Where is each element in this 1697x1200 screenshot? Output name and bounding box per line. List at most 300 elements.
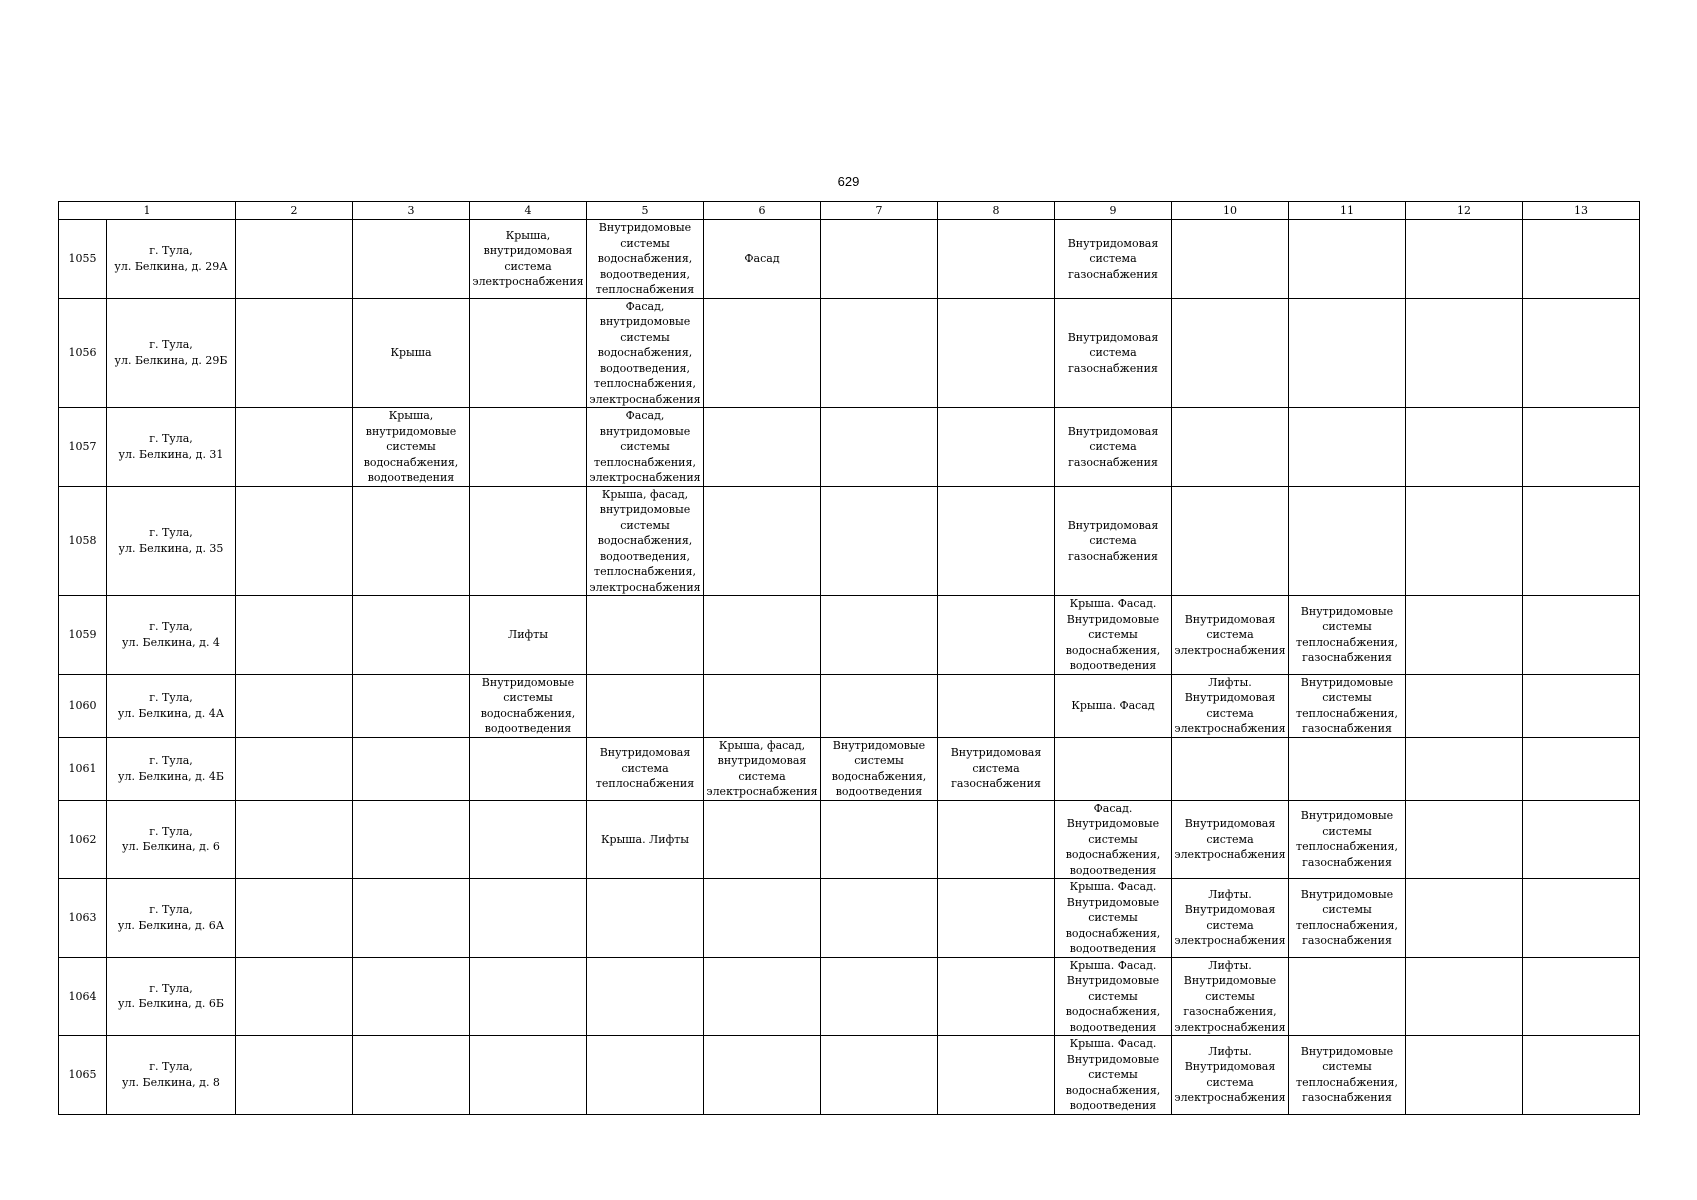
- cell-line: водоснабжения,: [1065, 643, 1161, 657]
- cell-line: ул. Белкина, д. 4А: [117, 706, 225, 720]
- cell-col-12: [1406, 298, 1523, 408]
- cell-col-13: [1523, 298, 1640, 408]
- cell-line: системы: [1088, 832, 1138, 846]
- row-number: 1058: [59, 486, 107, 596]
- cell-col-2: [236, 957, 353, 1036]
- cell-col-11: [1289, 800, 1406, 879]
- cell-col-12: [1406, 737, 1523, 800]
- cell-col-5: [587, 408, 704, 487]
- cell-line: г. Тула,: [149, 620, 193, 634]
- cell-line: система: [1206, 1075, 1254, 1089]
- cell-line: газоснабжения: [1302, 1091, 1392, 1105]
- cell-line: ул. Белкина, д. 29Б: [114, 353, 228, 367]
- cell-col-7: [821, 408, 938, 487]
- cell-col-11: [1289, 737, 1406, 800]
- cell-col-8: [938, 674, 1055, 737]
- cell-col-9: [1055, 408, 1172, 487]
- cell-col-8: [938, 957, 1055, 1036]
- address-cell: [107, 957, 236, 1036]
- cell-line: система: [621, 761, 669, 775]
- cell-col-12: [1406, 596, 1523, 675]
- cell-line: Внутридомовые: [1066, 1052, 1160, 1066]
- row-number: 1062: [59, 800, 107, 879]
- cell-line: Лифты.: [1208, 887, 1252, 901]
- cell-line: электроснабжения: [589, 471, 701, 484]
- cell-col-4: [470, 408, 587, 487]
- cell-col-13: [1523, 674, 1640, 737]
- cell-col-13: [1523, 220, 1640, 299]
- cell-col-9: [1055, 1036, 1172, 1115]
- column-header-3: 3: [353, 202, 470, 220]
- cell-col-2: [236, 298, 353, 408]
- cell-col-12: [1406, 879, 1523, 958]
- cell-col-4: [470, 737, 587, 800]
- cell-line: Крыша,: [388, 409, 434, 422]
- row-number: 1055: [59, 220, 107, 299]
- row-number: 1056: [59, 298, 107, 408]
- cell-line: газоснабжения: [1068, 361, 1158, 375]
- cell-line: Внутридомовые: [1300, 675, 1394, 689]
- cell-col-10: [1172, 486, 1289, 596]
- cell-line: система: [972, 761, 1020, 775]
- row-number: 1061: [59, 737, 107, 800]
- cell-col-3: [353, 596, 470, 675]
- cell-col-6: [704, 298, 821, 408]
- cell-line: теплоснабжения,: [594, 565, 696, 578]
- cell-col-4: [470, 957, 587, 1036]
- address-cell: [107, 298, 236, 408]
- table-row: [59, 486, 1640, 596]
- column-header-8: 8: [938, 202, 1055, 220]
- cell-col-8: [938, 879, 1055, 958]
- cell-line: Крыша, фасад,: [718, 738, 806, 752]
- cell-line: ул. Белкина, д. 35: [118, 541, 224, 555]
- cell-line: электроснабжения: [1174, 722, 1286, 735]
- cell-line: ул. Белкина, д. 4: [122, 635, 220, 649]
- cell-col-9: [1055, 737, 1172, 800]
- cell-col-12: [1406, 220, 1523, 299]
- address-cell: [107, 879, 236, 958]
- cell-line: система: [1089, 534, 1137, 547]
- cell-line: системы: [620, 518, 670, 532]
- cell-col-8: [938, 220, 1055, 299]
- cell-line: теплоснабжения,: [594, 455, 696, 469]
- cell-col-7: [821, 957, 938, 1036]
- cell-col-4: [470, 220, 587, 299]
- cell-col-9: [1055, 800, 1172, 879]
- cell-col-7: [821, 298, 938, 408]
- cell-col-5: [587, 220, 704, 299]
- cell-col-2: [236, 220, 353, 299]
- table-row: [59, 737, 1640, 800]
- table-body: [59, 202, 1640, 1115]
- cell-line: водоснабжения,: [1065, 926, 1161, 940]
- cell-line: Фасад,: [625, 409, 665, 422]
- cell-line: электроснабжения: [589, 392, 701, 406]
- cell-line: ул. Белкина, д. 6: [122, 840, 220, 854]
- cell-line: электроснабжения: [1174, 1020, 1286, 1034]
- cell-line: водоснабжения,: [597, 534, 693, 547]
- cell-col-5: [587, 957, 704, 1036]
- cell-line: Внутридомовая: [1184, 612, 1276, 626]
- cell-line: водоотведения: [1069, 1099, 1157, 1112]
- cell-line: системы: [1322, 824, 1372, 838]
- cell-line: газоснабжения: [1068, 549, 1158, 563]
- cell-line: водоотведения,: [599, 361, 690, 375]
- cell-col-11: [1289, 1036, 1406, 1115]
- cell-line: Внутридомовые: [1066, 895, 1160, 909]
- column-header-9: 9: [1055, 202, 1172, 220]
- cell-col-2: [236, 800, 353, 879]
- cell-col-5: [587, 800, 704, 879]
- cell-line: Внутридомовые: [1183, 974, 1277, 987]
- cell-col-4: [470, 1036, 587, 1115]
- cell-col-8: [938, 298, 1055, 408]
- cell-line: теплоснабжения,: [594, 377, 696, 390]
- cell-col-6: [704, 674, 821, 737]
- column-header-4: 4: [470, 202, 587, 220]
- cell-line: Внутридомовые: [481, 675, 575, 689]
- cell-line: электроснабжения: [472, 275, 584, 289]
- cell-line: системы: [503, 691, 553, 704]
- cell-line: водоснабжения,: [363, 455, 459, 469]
- cell-line: теплоснабжения,: [1296, 1075, 1398, 1089]
- cell-col-6: [704, 957, 821, 1036]
- cell-line: водоотведения: [1069, 863, 1157, 877]
- cell-col-2: [236, 596, 353, 675]
- cell-line: системы: [1322, 691, 1372, 704]
- cell-col-5: [587, 596, 704, 675]
- row-number: 1064: [59, 957, 107, 1036]
- cell-col-5: [587, 737, 704, 800]
- cell-line: водоснабжения,: [1065, 848, 1161, 861]
- cell-col-11: [1289, 408, 1406, 487]
- cell-line: система: [1206, 832, 1254, 846]
- cell-line: г. Тула,: [149, 526, 193, 540]
- cell-col-11: [1289, 674, 1406, 737]
- cell-line: внутридомовые: [599, 315, 691, 328]
- cell-col-10: [1172, 800, 1289, 879]
- cell-col-2: [236, 737, 353, 800]
- cell-line: системы: [1088, 1068, 1138, 1081]
- column-header-1: 1: [59, 202, 236, 220]
- cell-line: Внутридомовые: [832, 738, 926, 752]
- cell-line: теплоснабжения,: [1296, 840, 1398, 854]
- cell-line: Крыша. Фасад: [1071, 698, 1155, 712]
- cell-col-11: [1289, 879, 1406, 958]
- cell-col-4: [470, 674, 587, 737]
- cell-line: Внутридомовая: [1184, 817, 1276, 830]
- cell-line: водоотведения,: [599, 267, 690, 281]
- cell-line: Внутридомовые: [1066, 612, 1160, 626]
- cell-line: Внутридомовые: [1066, 817, 1160, 830]
- cell-col-7: [821, 674, 938, 737]
- cell-col-5: [587, 486, 704, 596]
- cell-col-3: [353, 737, 470, 800]
- cell-line: Фасад,: [625, 299, 665, 313]
- cell-col-10: [1172, 1036, 1289, 1115]
- cell-line: системы: [1322, 620, 1372, 634]
- cell-col-7: [821, 1036, 938, 1115]
- page-number: 629: [837, 174, 860, 189]
- table-row: [59, 957, 1640, 1036]
- cell-col-3: [353, 1036, 470, 1115]
- cell-line: г. Тула,: [149, 903, 193, 917]
- cell-col-4: [470, 596, 587, 675]
- table-row: [59, 800, 1640, 879]
- cell-line: г. Тула,: [149, 1060, 193, 1074]
- address-cell: [107, 737, 236, 800]
- cell-line: газоснабжения,: [1183, 1005, 1277, 1018]
- cell-col-7: [821, 596, 938, 675]
- cell-line: Крыша. Фасад.: [1069, 958, 1157, 972]
- cell-line: газоснабжения: [1068, 267, 1158, 281]
- cell-line: системы: [1088, 628, 1138, 641]
- cell-line: системы: [1322, 903, 1372, 917]
- address-cell: [107, 674, 236, 737]
- cell-line: г. Тула,: [149, 824, 193, 838]
- cell-col-9: [1055, 486, 1172, 596]
- cell-col-2: [236, 1036, 353, 1115]
- cell-line: ул. Белкина, д. 6Б: [118, 997, 224, 1011]
- cell-col-9: [1055, 957, 1172, 1036]
- column-header-5: 5: [587, 202, 704, 220]
- cell-line: теплоснабжения,: [1296, 635, 1398, 649]
- cell-col-6: [704, 1036, 821, 1115]
- cell-col-11: [1289, 486, 1406, 596]
- cell-col-13: [1523, 737, 1640, 800]
- cell-line: газоснабжения: [1302, 722, 1392, 735]
- cell-line: Внутридомовая: [599, 746, 691, 760]
- table-row: [59, 298, 1640, 408]
- cell-line: система: [1089, 252, 1137, 265]
- cell-col-9: [1055, 879, 1172, 958]
- repair-schedule-table: [58, 201, 1640, 1115]
- cell-col-3: [353, 674, 470, 737]
- cell-col-10: [1172, 737, 1289, 800]
- cell-col-8: [938, 737, 1055, 800]
- cell-col-3: [353, 879, 470, 958]
- cell-col-8: [938, 596, 1055, 675]
- cell-line: электроснабжения: [1174, 934, 1286, 948]
- cell-col-7: [821, 486, 938, 596]
- cell-col-10: [1172, 957, 1289, 1036]
- cell-col-6: [704, 879, 821, 958]
- cell-line: теплоснабжения: [595, 777, 695, 791]
- cell-line: Внутридомовые: [1300, 887, 1394, 901]
- cell-col-3: [353, 408, 470, 487]
- cell-line: водоотведения,: [599, 549, 690, 563]
- cell-col-5: [587, 298, 704, 408]
- cell-line: системы: [854, 754, 904, 767]
- cell-line: электроснабжения: [589, 580, 701, 594]
- cell-col-13: [1523, 879, 1640, 958]
- cell-col-8: [938, 486, 1055, 596]
- cell-col-10: [1172, 879, 1289, 958]
- cell-line: внутридомовая: [717, 754, 807, 767]
- cell-line: внутридомовые: [599, 424, 691, 438]
- cell-line: Крыша. Фасад.: [1069, 880, 1157, 893]
- cell-line: Крыша. Фасад.: [1069, 1037, 1157, 1050]
- cell-line: Внутридомовые: [1300, 604, 1394, 618]
- cell-col-13: [1523, 957, 1640, 1036]
- cell-col-4: [470, 486, 587, 596]
- table-row: [59, 879, 1640, 958]
- column-header-12: 12: [1406, 202, 1523, 220]
- column-header-2: 2: [236, 202, 353, 220]
- cell-line: системы: [1088, 989, 1138, 1003]
- cell-line: Фасад: [744, 252, 780, 265]
- cell-line: Крыша: [390, 346, 432, 359]
- cell-col-13: [1523, 596, 1640, 675]
- cell-col-6: [704, 596, 821, 675]
- cell-line: Крыша,: [505, 228, 551, 242]
- cell-line: Внутридомовая: [1184, 691, 1276, 704]
- cell-col-2: [236, 486, 353, 596]
- cell-col-6: [704, 737, 821, 800]
- cell-line: Крыша. Лифты: [600, 832, 690, 846]
- cell-line: система: [1206, 628, 1254, 641]
- cell-col-12: [1406, 957, 1523, 1036]
- cell-line: электроснабжения: [1174, 848, 1286, 861]
- cell-col-5: [587, 879, 704, 958]
- cell-line: внутридомовая: [483, 244, 573, 258]
- cell-line: водоснабжения,: [480, 706, 576, 720]
- cell-line: системы: [386, 440, 436, 453]
- cell-line: теплоснабжения,: [1296, 706, 1398, 720]
- cell-line: г. Тула,: [149, 981, 193, 995]
- address-cell: [107, 408, 236, 487]
- row-number: 1060: [59, 674, 107, 737]
- cell-col-12: [1406, 1036, 1523, 1115]
- cell-col-5: [587, 1036, 704, 1115]
- cell-line: Внутридомовая: [1067, 236, 1159, 250]
- address-cell: [107, 800, 236, 879]
- cell-col-13: [1523, 486, 1640, 596]
- cell-line: водоснабжения,: [831, 769, 927, 783]
- cell-line: Лифты.: [1208, 1044, 1252, 1058]
- cell-line: г. Тула,: [149, 338, 193, 352]
- row-number: 1065: [59, 1036, 107, 1115]
- header-row: [59, 202, 1640, 220]
- cell-line: водоотведения: [1069, 659, 1157, 672]
- cell-col-13: [1523, 408, 1640, 487]
- cell-col-7: [821, 220, 938, 299]
- cell-line: водоотведения: [1069, 942, 1157, 955]
- cell-col-3: [353, 486, 470, 596]
- column-header-6: 6: [704, 202, 821, 220]
- cell-col-12: [1406, 408, 1523, 487]
- cell-col-13: [1523, 1036, 1640, 1115]
- column-header-11: 11: [1289, 202, 1406, 220]
- cell-col-8: [938, 800, 1055, 879]
- cell-col-3: [353, 800, 470, 879]
- row-number: 1059: [59, 596, 107, 675]
- cell-line: ул. Белкина, д. 8: [122, 1075, 220, 1089]
- cell-line: системы: [620, 330, 670, 344]
- cell-line: газоснабжения: [1068, 455, 1158, 469]
- cell-line: газоснабжения: [1302, 855, 1392, 869]
- cell-col-3: [353, 957, 470, 1036]
- cell-col-10: [1172, 596, 1289, 675]
- cell-col-10: [1172, 408, 1289, 487]
- cell-line: электроснабжения: [706, 785, 818, 798]
- cell-line: Внутридомовая: [950, 746, 1042, 760]
- cell-line: системы: [620, 236, 670, 250]
- cell-line: Лифты.: [1208, 958, 1252, 972]
- cell-line: газоснабжения: [1302, 934, 1392, 948]
- cell-line: внутридомовые: [365, 424, 457, 438]
- cell-col-9: [1055, 596, 1172, 675]
- cell-line: водоотведения: [835, 785, 923, 798]
- cell-col-9: [1055, 674, 1172, 737]
- cell-line: газоснабжения: [951, 777, 1041, 791]
- cell-col-6: [704, 220, 821, 299]
- cell-col-10: [1172, 298, 1289, 408]
- cell-col-4: [470, 298, 587, 408]
- cell-col-7: [821, 800, 938, 879]
- cell-col-10: [1172, 220, 1289, 299]
- cell-col-12: [1406, 674, 1523, 737]
- address-cell: [107, 486, 236, 596]
- cell-line: системы: [620, 440, 670, 453]
- column-header-7: 7: [821, 202, 938, 220]
- cell-line: Внутридомовые: [1066, 974, 1160, 987]
- cell-line: г. Тула,: [149, 432, 193, 446]
- cell-col-9: [1055, 220, 1172, 299]
- cell-col-13: [1523, 800, 1640, 879]
- cell-line: водоснабжения,: [597, 346, 693, 359]
- cell-col-3: [353, 220, 470, 299]
- row-number: 1057: [59, 408, 107, 487]
- cell-line: Крыша. Фасад.: [1069, 597, 1157, 610]
- cell-line: теплоснабжения: [595, 283, 695, 296]
- cell-col-4: [470, 879, 587, 958]
- cell-line: Внутридомовая: [1184, 1060, 1276, 1074]
- cell-col-12: [1406, 486, 1523, 596]
- column-header-10: 10: [1172, 202, 1289, 220]
- cell-line: Фасад.: [1093, 801, 1133, 815]
- cell-line: электроснабжения: [1174, 1091, 1286, 1105]
- cell-col-6: [704, 408, 821, 487]
- cell-col-11: [1289, 298, 1406, 408]
- cell-line: г. Тула,: [149, 691, 193, 704]
- cell-col-12: [1406, 800, 1523, 879]
- cell-line: система: [504, 259, 552, 273]
- column-header-13: 13: [1523, 202, 1640, 220]
- cell-col-2: [236, 674, 353, 737]
- cell-line: система: [738, 769, 786, 783]
- table-row: [59, 1036, 1640, 1115]
- cell-line: водоотведения: [1069, 1020, 1157, 1034]
- cell-line: электроснабжения: [1174, 643, 1286, 657]
- table-row: [59, 674, 1640, 737]
- address-cell: [107, 596, 236, 675]
- cell-line: ул. Белкина, д. 31: [118, 447, 224, 461]
- cell-line: водоснабжения,: [1065, 1083, 1161, 1097]
- cell-col-2: [236, 879, 353, 958]
- address-cell: [107, 1036, 236, 1115]
- cell-col-4: [470, 800, 587, 879]
- cell-col-8: [938, 408, 1055, 487]
- cell-line: системы: [1322, 1060, 1372, 1074]
- cell-line: системы: [1088, 911, 1138, 924]
- cell-line: внутридомовые: [599, 503, 691, 516]
- cell-line: Лифты: [508, 628, 548, 641]
- cell-col-11: [1289, 596, 1406, 675]
- cell-line: Внутридомовые: [598, 221, 692, 234]
- cell-line: водоотведения: [367, 471, 455, 484]
